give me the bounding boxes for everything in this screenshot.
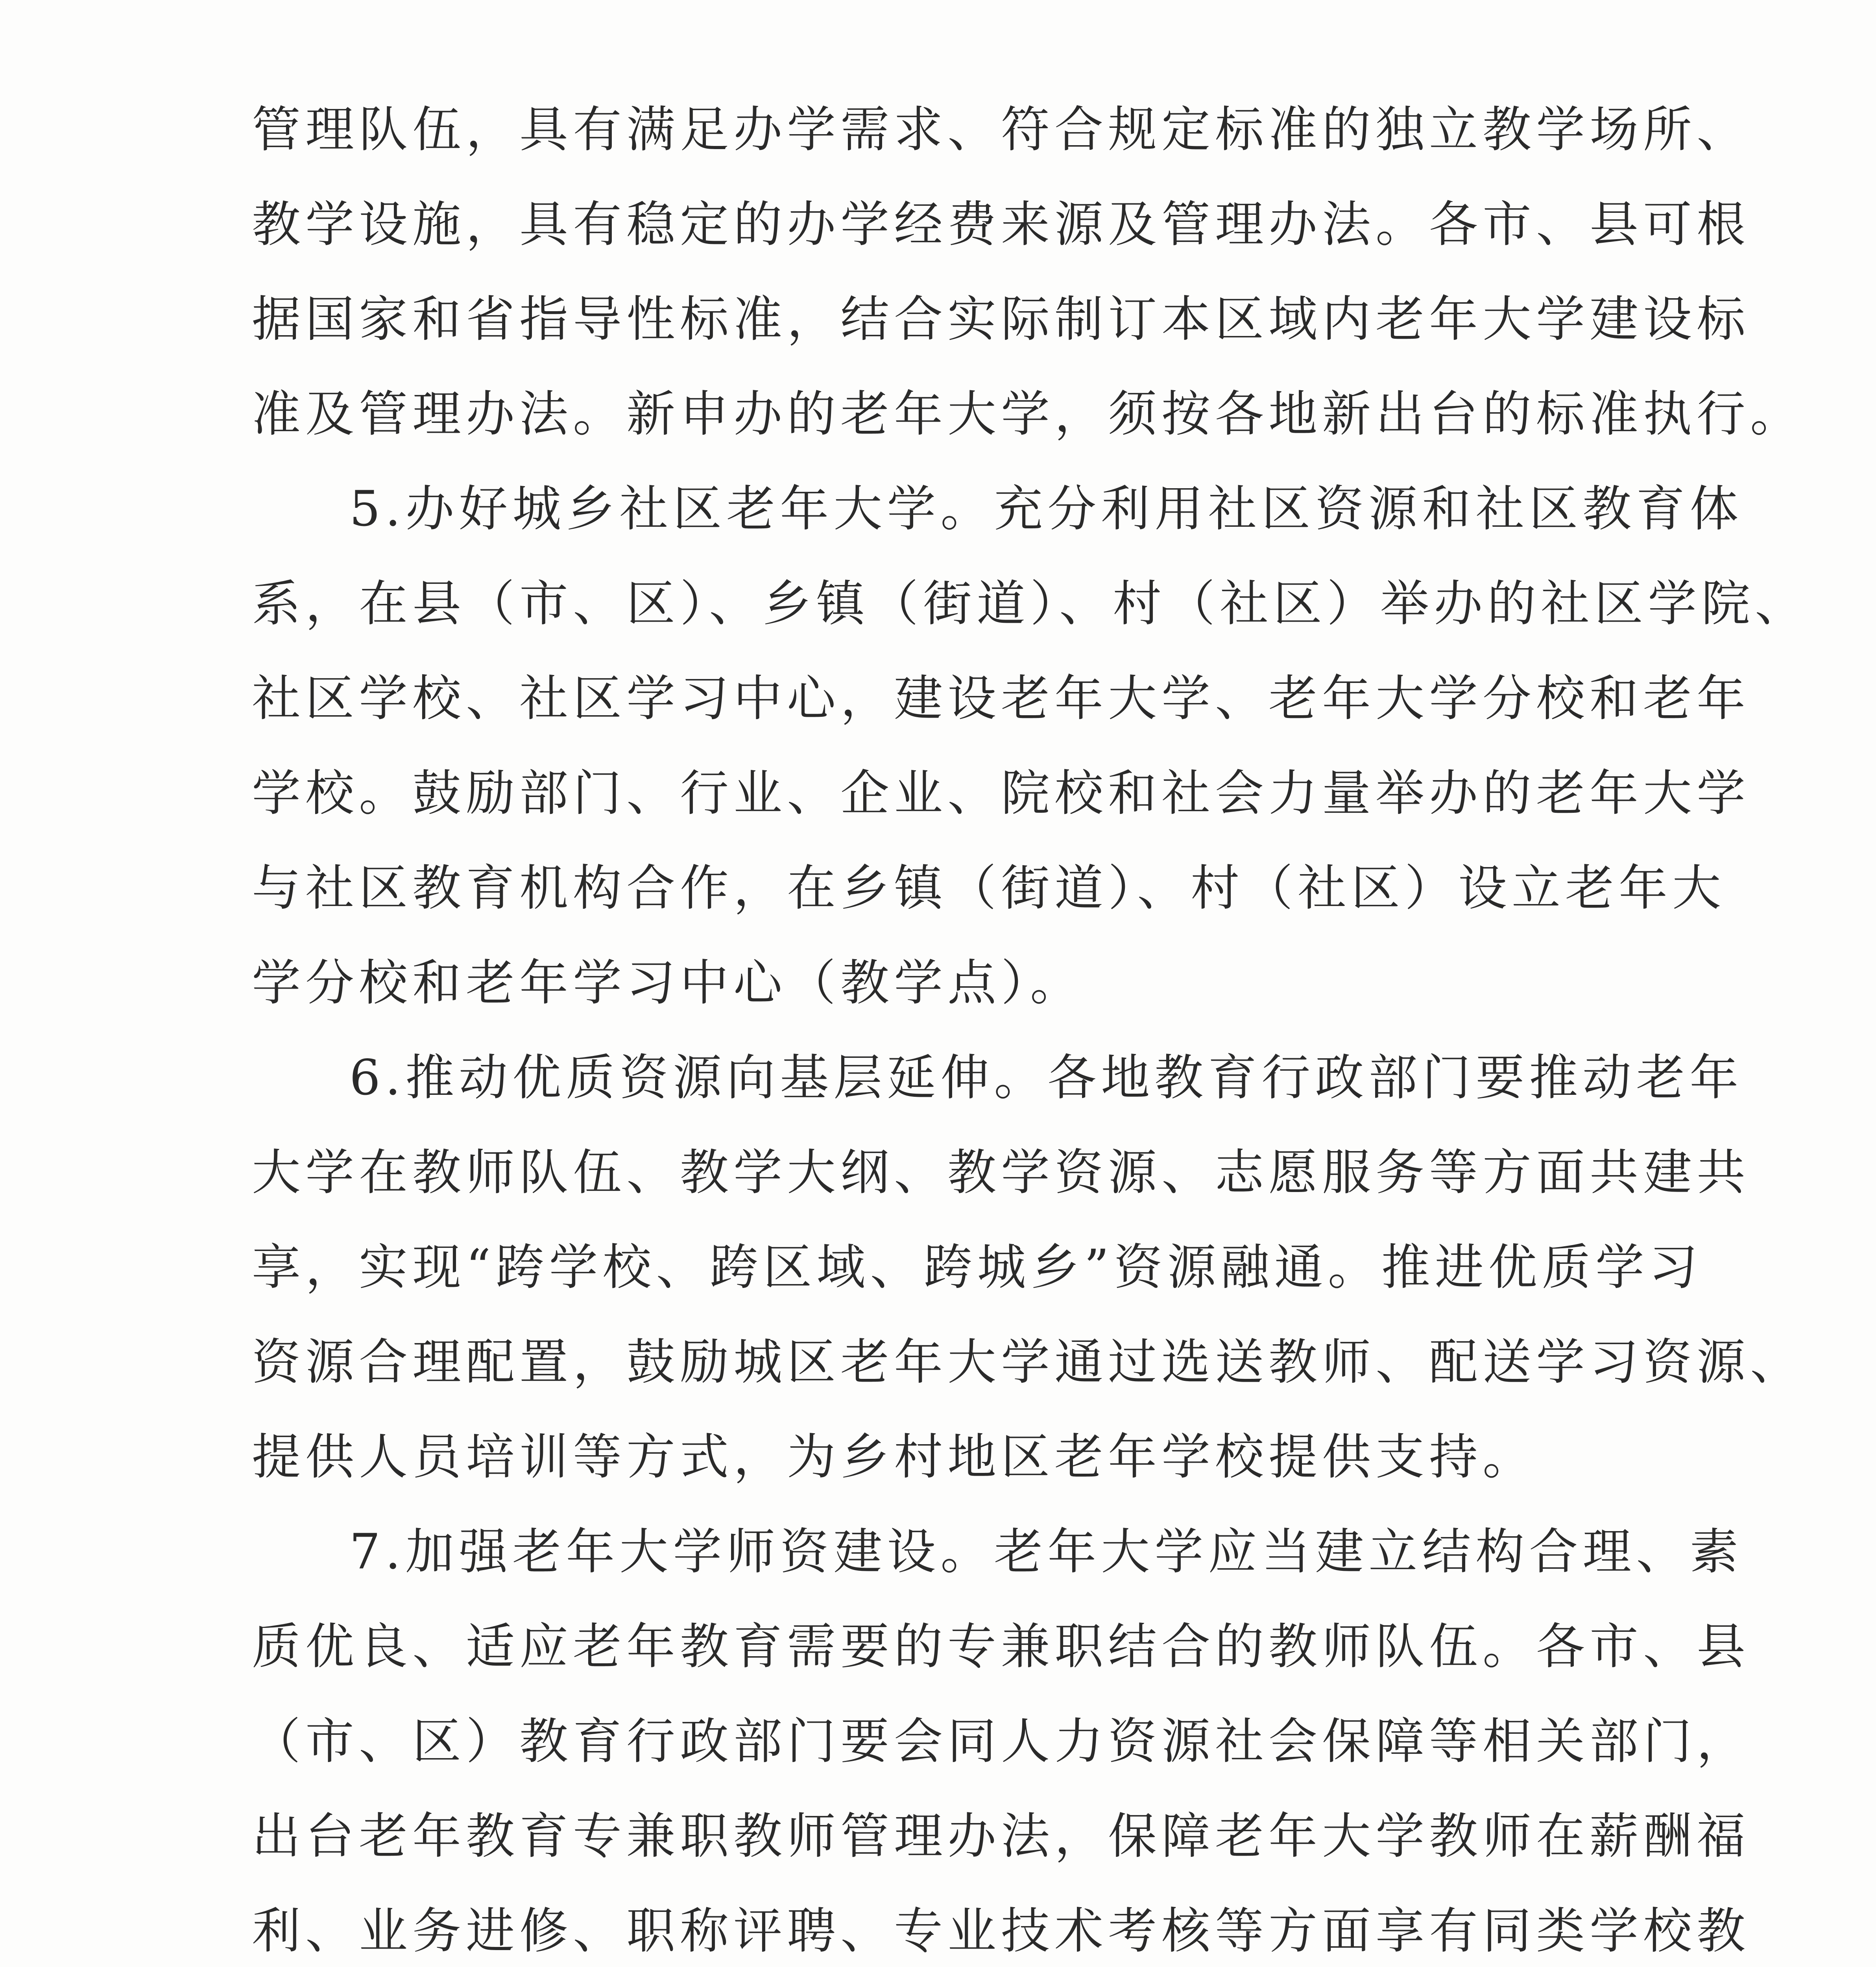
- paragraph-first-line: 6.推动优质资源向基层延伸。各地教育行政部门要推动老年: [349, 1050, 1743, 1106]
- text-line: 社区学校、社区学习中心，建设老年大学、老年大学分校和老年: [252, 670, 1750, 727]
- text-line: 学校。鼓励部门、行业、企业、院校和社会力量举办的老年大学: [252, 765, 1750, 822]
- text-line: （市、区）教育行政部门要会同人力资源社会保障等相关部门，: [252, 1713, 1750, 1770]
- text-line: 准及管理办法。新申办的老年大学，须按各地新出台的标准执行。: [252, 386, 1804, 443]
- paragraph-first-line: 5.办好城乡社区老年大学。充分利用社区资源和社区教育体: [349, 481, 1743, 537]
- text-line: 享，实现“跨学校、跨区域、跨城乡”资源融通。推进优质学习: [252, 1239, 1702, 1296]
- text-line: 系，在县（市、区）、乡镇（街道）、村（社区）举办的社区学院、: [252, 576, 1809, 632]
- text-line: 利、业务进修、职称评聘、专业技术考核等方面享有同类学校教: [252, 1903, 1750, 1960]
- text-line: 与社区教育机构合作，在乡镇（街道）、村（社区）设立老年大: [252, 860, 1726, 917]
- text-line: 管理队伍，具有满足办学需求、符合规定标准的独立教学场所、: [252, 101, 1750, 158]
- text-line: 资源合理配置，鼓励城区老年大学通过选送教师、配送学习资源、: [252, 1334, 1804, 1391]
- text-line: 质优良、适应老年教育需要的专兼职结合的教师队伍。各市、县: [252, 1618, 1750, 1675]
- paragraph-last-line: 学分校和老年学习中心（教学点）。: [252, 955, 1084, 1011]
- paragraph-last-line: 提供人员培训等方式，为乡村地区老年学校提供支持。: [252, 1429, 1536, 1485]
- paragraph-first-line: 7.加强老年大学师资建设。老年大学应当建立结构合理、素: [349, 1524, 1743, 1580]
- body-text: [252, 83, 1809, 1967]
- text-line: 出台老年教育专兼职教师管理办法，保障老年大学教师在薪酬福: [252, 1808, 1750, 1865]
- text-line: 大学在教师队伍、教学大纲、教学资源、志愿服务等方面共建共: [252, 1144, 1750, 1201]
- text-line: 教学设施，具有稳定的办学经费来源及管理办法。各市、县可根: [252, 196, 1750, 253]
- text-line: 据国家和省指导性标准，结合实际制订本区域内老年大学建设标: [252, 291, 1750, 348]
